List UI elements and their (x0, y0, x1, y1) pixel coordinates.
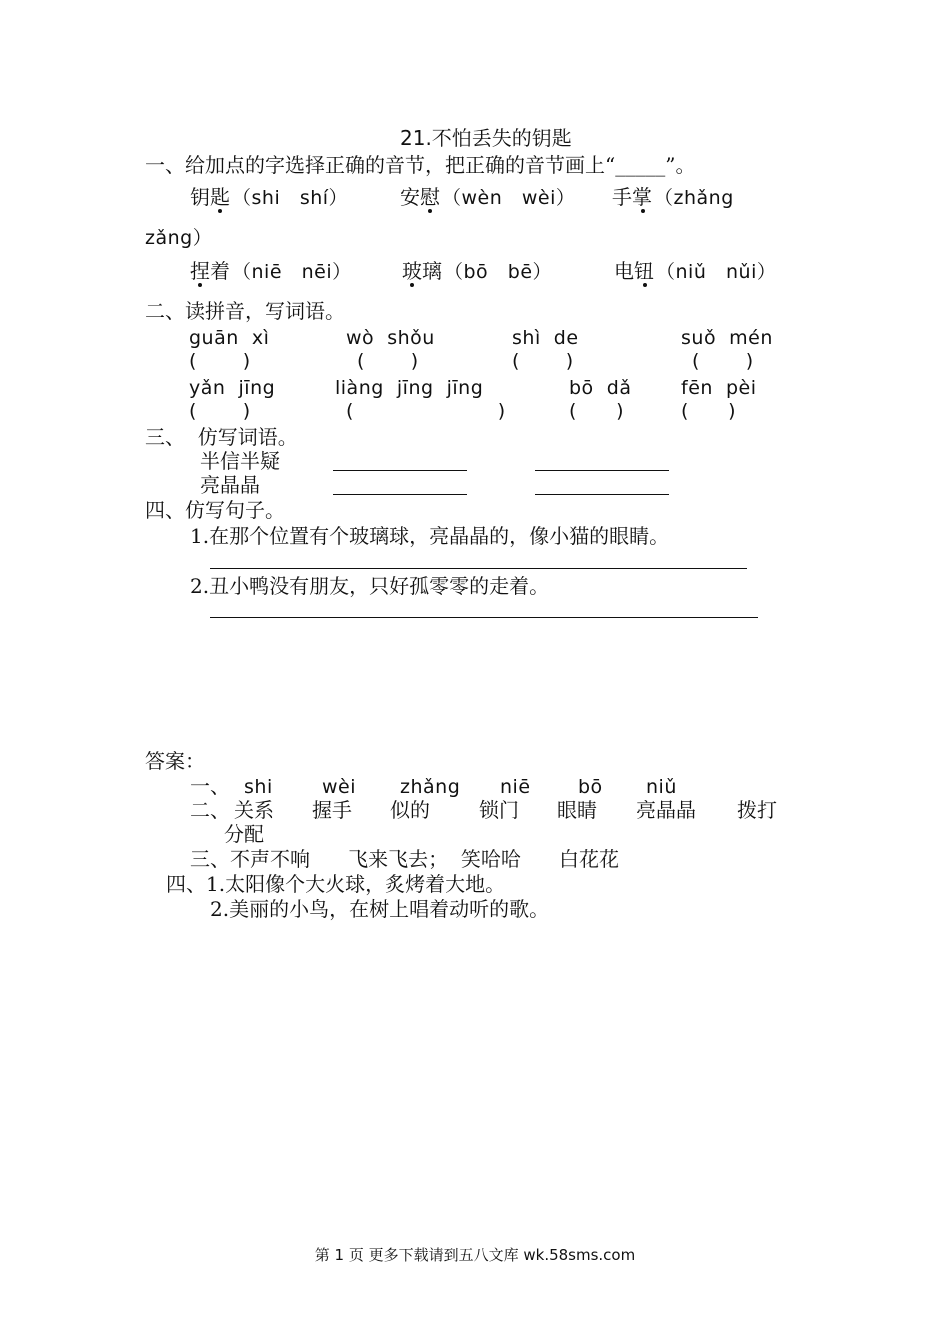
answer-2-item: 握手 (312, 798, 352, 822)
q1-pinyin-3: （zhǎng (654, 187, 734, 209)
answer-2-wrap: 分配 (224, 822, 264, 846)
answer-line[interactable] (210, 617, 758, 618)
answer-2-item: 似的 (390, 798, 430, 822)
q1-word-5: 玻璃 (402, 259, 442, 283)
q2-pinyin-6: liàng jīng jīng (335, 377, 484, 399)
answer-blank[interactable]: ( ) (512, 350, 574, 372)
emphasis-dot (643, 283, 647, 287)
answer-3: 三、不声不响 飞来飞去； 笑哈哈 白花花 (190, 847, 620, 871)
answer-1-item: bō (578, 776, 603, 798)
emphasis-dot (218, 209, 222, 213)
emphasis-dot (641, 209, 645, 213)
answer-1-item: niē (500, 776, 531, 798)
q3-heading: 三、 仿写词语。 (145, 425, 298, 449)
emphasis-dot (410, 283, 414, 287)
answer-blank[interactable]: ( ) (681, 400, 737, 422)
q2-pinyin-2: wò shǒu (346, 327, 435, 349)
q2-pinyin-7: bō dǎ (569, 377, 632, 399)
q1-wrap: zǎng） (145, 227, 213, 249)
q2-heading: 二、读拼音，写词语。 (145, 299, 345, 323)
answers-label: 答案： (145, 749, 205, 773)
q1-heading: 一、给加点的字选择正确的音节，把正确的音节画上“_____”。 (145, 153, 696, 177)
answer-2-item: 亮晶晶 (636, 798, 696, 822)
answer-1-prefix: 一、 (190, 774, 230, 798)
answer-blank[interactable]: ( ) (346, 400, 506, 422)
answer-blank[interactable]: ( ) (189, 350, 251, 372)
q1-word-4: 捏着 (190, 259, 230, 283)
answer-2-item: 眼睛 (557, 798, 597, 822)
answer-2-prefix: 二、 (190, 798, 230, 822)
answer-4-1: 四、1.太阳像个大火球，炙烤着大地。 (166, 872, 506, 896)
answer-2-item: 关系 (234, 798, 274, 822)
q4-heading: 四、仿写句子。 (145, 498, 285, 522)
q1-word-3: 手掌 (612, 185, 652, 209)
answer-line[interactable] (333, 470, 467, 471)
answer-blank[interactable]: ( ) (189, 400, 251, 422)
answer-blank[interactable]: ( ) (569, 400, 625, 422)
answer-1-item: zhǎng (400, 776, 461, 798)
q4-sentence-1: 1.在那个位置有个玻璃球，亮晶晶的，像小猫的眼睛。 (190, 524, 670, 548)
answer-1-item: niǔ (646, 776, 677, 798)
q1-pinyin-5: （bō bē） (444, 261, 553, 283)
page-title: 21.不怕丢失的钥匙 (400, 126, 572, 150)
q2-pinyin-5: yǎn jīng (189, 377, 276, 399)
q1-pinyin-4: （niē nēi） (232, 261, 352, 283)
q1-pinyin-1: （shi shí） (232, 187, 349, 209)
q3-item-1: 半信半疑 (200, 449, 280, 473)
page-footer: 第 1 页 更多下载请到五八文库 wk.58sms.com (314, 1246, 636, 1264)
q1-word-6: 电钮 (614, 259, 654, 283)
q1-pinyin-2: （wèn wèi） (442, 187, 576, 209)
answer-line[interactable] (535, 494, 669, 495)
q1-word-1: 钥匙 (190, 185, 230, 209)
q4-sentence-2: 2.丑小鸭没有朋友，只好孤零零的走着。 (190, 574, 550, 598)
answer-2-item: 锁门 (479, 798, 519, 822)
q1-pinyin-6: （niǔ nǔi） (656, 261, 777, 283)
answer-line[interactable] (210, 568, 747, 569)
answer-line[interactable] (535, 470, 669, 471)
answer-4-2: 2.美丽的小鸟，在树上唱着动听的歌。 (210, 897, 550, 921)
emphasis-dot (198, 283, 202, 287)
q2-pinyin-1: guān xì (189, 327, 270, 349)
answer-2-item: 拨打 (737, 798, 777, 822)
q2-pinyin-3: shì de (512, 327, 579, 349)
answer-line[interactable] (333, 494, 467, 495)
answer-blank[interactable]: ( ) (357, 350, 419, 372)
q3-item-2: 亮晶晶 (200, 473, 260, 497)
q2-pinyin-4: suǒ mén (681, 327, 773, 349)
answer-1-item: wèi (322, 776, 357, 798)
answer-1-item: shi (244, 776, 273, 798)
emphasis-dot (428, 209, 432, 213)
answer-blank[interactable]: ( ) (692, 350, 754, 372)
q2-pinyin-8: fēn pèi (681, 377, 757, 399)
q1-word-2: 安慰 (400, 185, 440, 209)
